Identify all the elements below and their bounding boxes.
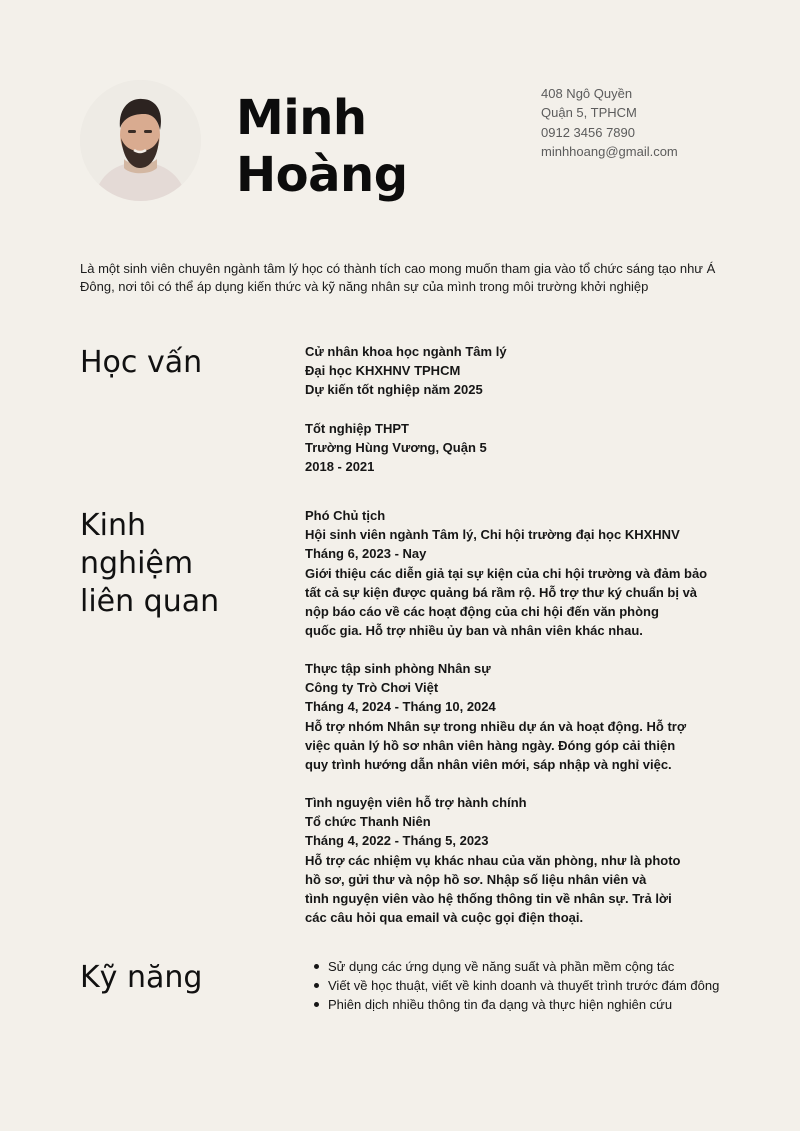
description-line: Hỗ trợ nhóm Nhân sự trong nhiều dự án và hoạt động. Hỗ trợ xyxy=(305,718,687,734)
phone-number: 0912 3456 7890 xyxy=(541,124,635,140)
summary-paragraph: Là một sinh viên chuyên ngành tâm lý học có thành tích cao mong muốn tham gia vào tổ chức sáng tạo như Á Đông, nơi tôi có thể áp dụng kiến thức và kỹ năng nhân sự của mình trong môi trường khởi nghiệp xyxy=(80,261,716,295)
education-heading: Học vấn xyxy=(80,345,203,380)
degree-title: Tốt nghiệp THPT xyxy=(305,421,409,436)
profile-photo-illustration xyxy=(80,80,201,201)
job-title: Tình nguyện viên hỗ trợ hành chính xyxy=(305,795,527,810)
degree-title: Cử nhân khoa học ngành Tâm lý xyxy=(305,344,507,359)
experience-entry xyxy=(305,506,735,640)
job-title: Thực tập sinh phòng Nhân sự xyxy=(305,661,491,676)
description-line: quy trình hướng dẫn nhân viên mới, sáp nhập và nghỉ việc. xyxy=(305,757,672,773)
experience-heading-line: nghiệm xyxy=(80,546,194,581)
school-name: Trường Hùng Vương, Quận 5 xyxy=(305,440,487,456)
address-line-1: 408 Ngô Quyền xyxy=(541,86,633,101)
skill-item: Phiên dịch nhiều thông tin đa dạng và thực hiện nghiên cứu xyxy=(305,995,735,1014)
description-line: Giới thiệu các diễn giả tại sự kiện của chi hội trường và đảm bảo xyxy=(305,565,708,581)
experience-entry xyxy=(305,659,735,774)
description-line: quốc gia. Hỗ trợ nhiều ủy ban và nhân viên khác nhau. xyxy=(305,623,643,639)
school-name: Đại học KHXHNV TPHCM xyxy=(305,363,461,379)
organization: Công ty Trò Chơi Việt xyxy=(305,680,439,696)
skills-heading: Kỹ năng xyxy=(80,960,203,995)
description-line: Hỗ trợ các nhiệm vụ khác nhau của văn phòng, như là photo xyxy=(305,852,681,868)
experience-heading-line: liên quan xyxy=(80,584,220,619)
description-line: việc quản lý hồ sơ nhân viên hàng ngày. Đóng góp cải thiện xyxy=(305,737,676,753)
contact-info xyxy=(541,84,678,161)
description-line: các câu hỏi qua email và cuộc gọi điện thoại. xyxy=(305,910,584,926)
email-address: minhhoang@gmail.com xyxy=(541,143,678,159)
organization: Tổ chức Thanh Niên xyxy=(305,814,431,830)
description-line: nộp báo cáo về các hoạt động của chi hội đến văn phòng xyxy=(305,604,659,620)
organization: Hội sinh viên ngành Tâm lý, Chi hội trường đại học KHXHNV xyxy=(305,527,680,543)
date-range: Tháng 6, 2023 - Nay xyxy=(305,546,427,562)
job-title: Phó Chủ tịch xyxy=(305,508,386,523)
education-entry xyxy=(305,342,735,400)
graduation-date: Dự kiến tốt nghiệp năm 2025 xyxy=(305,382,483,398)
skills-list xyxy=(305,957,735,1015)
name-second-line: Hoàng xyxy=(236,147,408,203)
description-line: hồ sơ, gửi thư và nộp hồ sơ. Nhập số liệu nhân viên và xyxy=(305,871,647,887)
experience-entry xyxy=(305,793,735,927)
address-line-2: Quận 5, TPHCM xyxy=(541,105,637,121)
education-entry xyxy=(305,419,735,477)
graduation-date: 2018 - 2021 xyxy=(305,459,375,475)
full-name xyxy=(236,90,408,204)
date-range: Tháng 4, 2022 - Tháng 5, 2023 xyxy=(305,833,489,849)
date-range: Tháng 4, 2024 - Tháng 10, 2024 xyxy=(305,699,496,715)
experience-heading-line: Kinh xyxy=(80,508,147,543)
description-line: tình nguyện viên vào hệ thống thông tin về nhân sự. Trả lời xyxy=(305,891,672,907)
description-line: tất cả sự kiện được quảng bá rầm rộ. Hỗ trợ thư ký chuẩn bị và xyxy=(305,584,698,600)
name-first-line: Minh xyxy=(236,90,367,146)
profile-photo xyxy=(80,80,201,201)
skill-item: Viết về học thuật, viết về kinh doanh và thuyết trình trước đám đông xyxy=(305,976,735,995)
experience-heading xyxy=(80,507,219,621)
skill-item: Sử dụng các ứng dụng về năng suất và phần mềm cộng tác xyxy=(305,957,735,976)
